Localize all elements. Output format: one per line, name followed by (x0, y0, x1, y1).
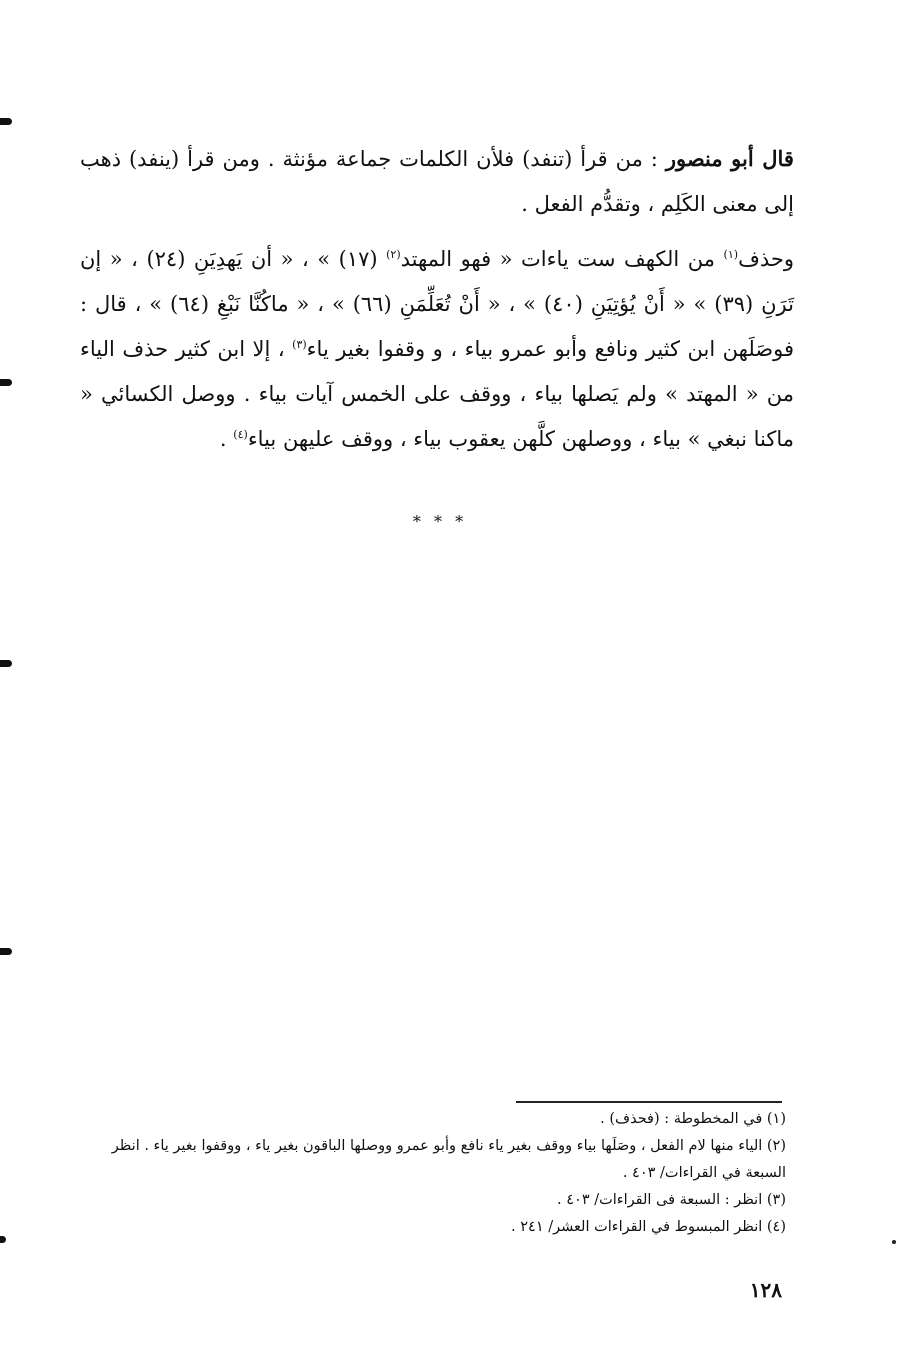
footnote-3: (٣) انظر : السبعة فى القراءات/ ٤٠٣ . (557, 1192, 786, 1208)
paragraph-2-part-c: (١٧) » ، « أن يَهدِيَنِ (٢٤) ، « إن تَرَنِ (٣٩) » « أَنْ يُؤتِيَنِ (٤٠) » ، « أَنْ تُعَلِّمَنِ (٦٦) » ، « ماكُنَّا نَبْغِ (٦٤) » ، قال : فوصَلَهن ابن كثير ونافع وأبو عمرو بياء ، و وقفوا بغير ياء (80, 247, 794, 361)
footnotes (80, 1106, 786, 1241)
scan-edge-mark (0, 1236, 6, 1243)
footnote-2: (٢) الياء منها لام الفعل ، وصَلَها بياء ووقف بغير ياء نافع وأبو عمرو ووصلها الباقون بغير ياء ، ووقفوا بغير ياء . انظر السبعة في القراءات/ ٤٠٣ . (111, 1138, 786, 1181)
scan-edge-mark (0, 948, 12, 955)
paragraph-2-part-d: ، إلا ابن كثير حذف الياء من « المهتد » ولم يَصلها بياء ، ووقف على الخمس آيات بياء . ووصل الكسائي « ماكنا نبغي » بياء ، ووصلهن كلَّهن يعقوب بياء ، ووقف عليهن بياء (80, 337, 794, 451)
footnote-ref-4: (٤) (233, 428, 248, 441)
footnote-ref-2: (٢) (386, 248, 401, 261)
scan-edge-mark (0, 118, 12, 125)
scan-speck (892, 1240, 896, 1244)
scan-edge-mark (0, 660, 12, 667)
footnote-ref-3: (٣) (292, 338, 307, 351)
footnote-1: (١) في المخطوطة : (فحذف) . (600, 1111, 786, 1127)
scan-edge-mark (0, 379, 12, 386)
section-separator: * * * (412, 512, 468, 531)
page-number: ١٢٨ (749, 1278, 782, 1302)
paragraph-1-body: : من قرأ (تنفد) فلأن الكلمات جماعة مؤنثة . ومن قرأ (ينفد) ذهب إلى معنى الكَلِم ، وتقدُّم الفعل . (80, 147, 794, 216)
paragraph-1 (80, 136, 794, 227)
main-text-block (80, 136, 794, 462)
paragraph-2-part-a: وحذف (738, 247, 794, 271)
paragraph-1-lead: قال أبو منصور (665, 146, 794, 171)
paragraph-2 (80, 237, 794, 462)
paragraph-2-part-b: من الكهف ست ياءات « فهو المهتد (400, 247, 716, 271)
footnote-4: (٤) انظر المبسوط في القراءات العشر/ ٢٤١ . (511, 1219, 786, 1235)
footnote-ref-1: (١) (723, 248, 739, 261)
footnote-divider (516, 1101, 782, 1103)
paragraph-2-part-e: . (219, 427, 227, 451)
